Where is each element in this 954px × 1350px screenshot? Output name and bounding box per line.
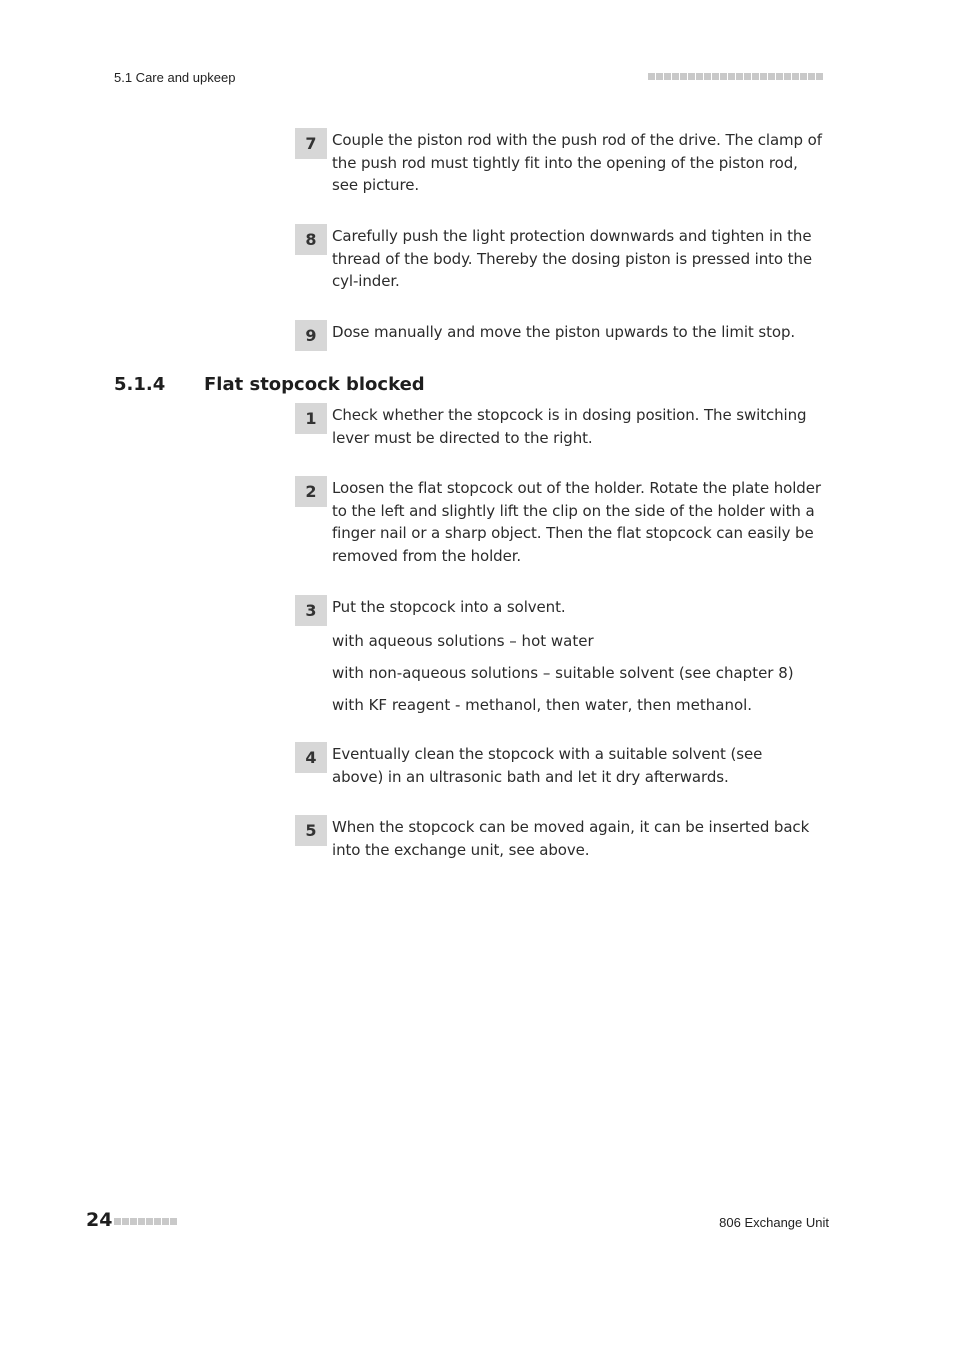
page-number: 24	[86, 1209, 113, 1231]
step-number: 5	[295, 815, 327, 846]
sub-item: with aqueous solutions – hot water	[332, 632, 594, 650]
document-title: 806 Exchange Unit	[719, 1215, 829, 1230]
step-text: When the stopcock can be moved again, it can be inserted back into the exchange unit, see above.	[332, 818, 810, 859]
step-text: Carefully push the light protection downwards and tighten in the thread of the body. Thereby the dosing piston is pressed into the cyl-inder.	[332, 227, 812, 290]
running-header-section: 5.1 Care and upkeep	[114, 70, 236, 85]
footer-decoration	[114, 1218, 177, 1225]
step-number: 9	[295, 320, 327, 351]
sub-item: with KF reagent - methanol, then water, then methanol.	[332, 696, 753, 714]
section-number: 5.1.4	[114, 374, 166, 395]
step-number: 4	[295, 742, 327, 773]
step-number: 2	[295, 476, 327, 507]
step-number: 3	[295, 595, 327, 626]
step-text: Check whether the stopcock is in dosing position. The switching lever must be directed to the right.	[332, 406, 807, 447]
step-number: 8	[295, 224, 327, 255]
step-number: 7	[295, 128, 327, 159]
sub-item: with non-aqueous solutions – suitable solvent (see chapter 8)	[332, 664, 794, 682]
step-text: Couple the piston rod with the push rod of the drive. The clamp of the push rod must tightly fit into the opening of the piston rod, see picture.	[332, 131, 822, 194]
header-decoration	[648, 73, 823, 80]
step-text: Dose manually and move the piston upwards to the limit stop.	[332, 323, 796, 341]
step-text: Loosen the flat stopcock out of the holder. Rotate the plate holder to the left and slightly lift the clip on the side of the holder with a finger nail or a sharp object. Then the flat stopcock can easily be removed from the holder.	[332, 479, 821, 565]
step-number: 1	[295, 403, 327, 434]
step-text: Eventually clean the stopcock with a suitable solvent (see above) in an ultrasonic bath and let it dry afterwards.	[332, 745, 763, 786]
section-title: Flat stopcock blocked	[204, 374, 425, 395]
step-text: Put the stopcock into a solvent.	[332, 598, 566, 616]
